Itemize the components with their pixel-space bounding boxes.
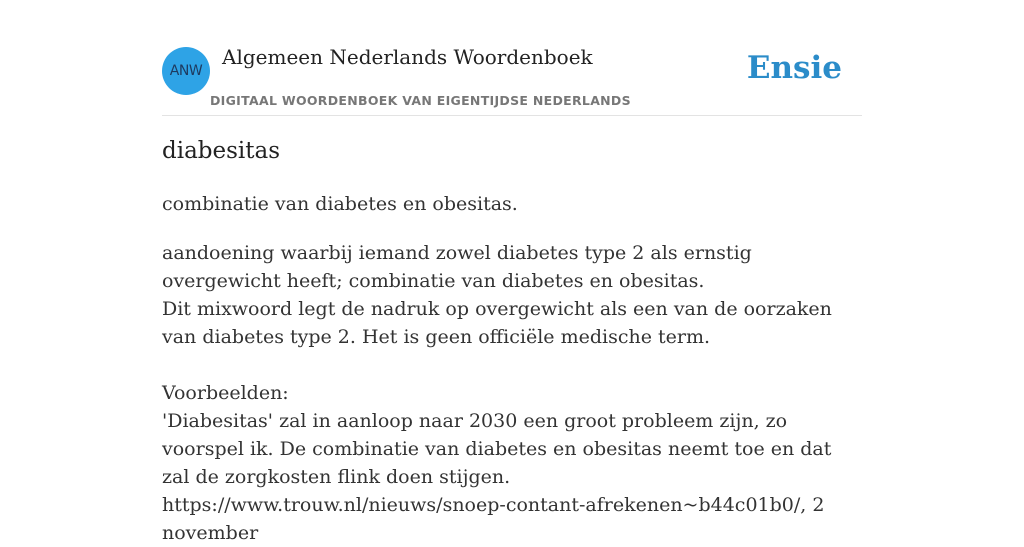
site-header [162, 0, 862, 116]
paragraph-spacer [162, 351, 862, 379]
main-content [162, 0, 862, 544]
entry-summary: combinatie van diabetes en obesitas. [162, 193, 518, 215]
definition-text: aandoening waarbij iemand zowel diabetes type 2 als ernstig overgewicht heeft; combinatie van diabetes en obesitas. [162, 242, 752, 292]
site-title[interactable]: Algemeen Nederlands Woordenboek [222, 45, 593, 69]
definition-note: Dit mixwoord legt de nadruk op overgewicht als een van de oorzaken van diabetes type 2. Het is geen officiële medische term. [162, 298, 832, 348]
entry-headword: diabesitas [162, 138, 281, 164]
anw-logo[interactable]: ANW [162, 47, 210, 95]
example-source-link[interactable]: https://www.trouw.nl/nieuws/snoep-contant-afrekenen~b44c01b0/, 2 november [162, 494, 825, 544]
entry-body [162, 239, 862, 547]
site-subtitle: DIGITAAL WOORDENBOEK VAN EIGENTIJDSE NEDERLANDS [210, 93, 631, 108]
ensie-logo-link[interactable]: Ensie [746, 50, 842, 86]
example-text: 'Diabesitas' zal in aanloop naar 2030 een groot probleem zijn, zo voorspel ik. De combinatie van diabetes en obesitas neemt toe en dat zal de zorgkosten flink doen stijgen. [162, 410, 832, 488]
examples-label: Voorbeelden: [162, 382, 289, 404]
example-source [162, 491, 862, 547]
